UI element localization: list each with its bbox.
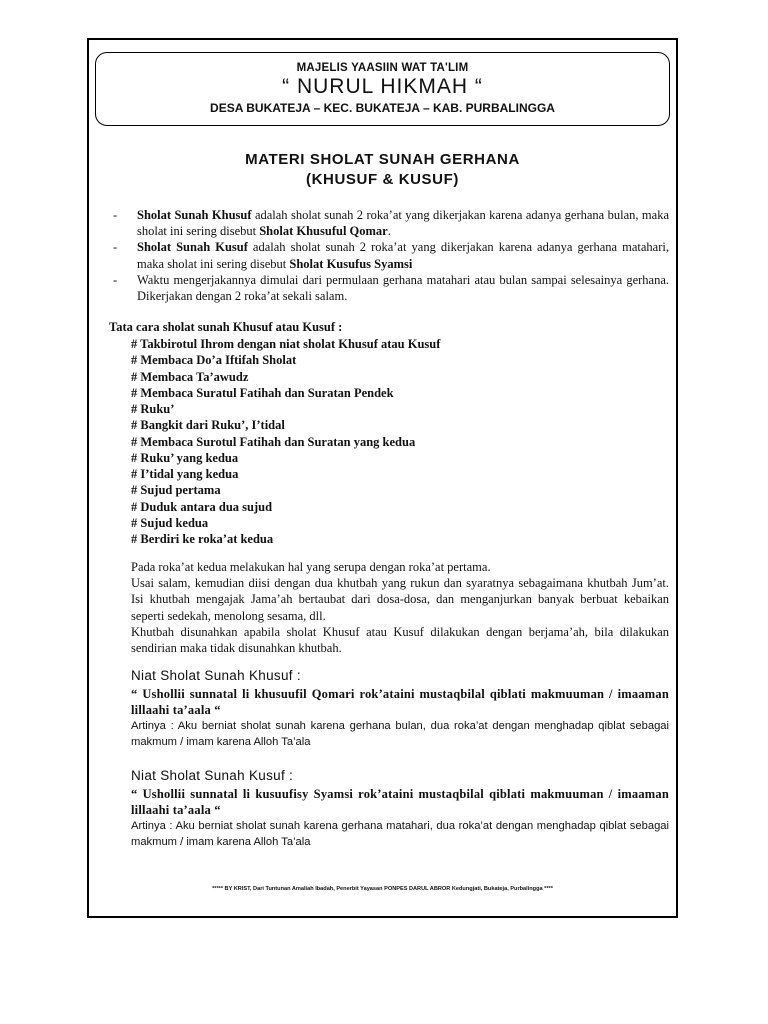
step-item: # Bangkit dari Ruku’, I’tidal: [131, 418, 285, 433]
step-item: # Membaca Ta’awudz: [131, 369, 249, 384]
step-item: # Ruku’: [131, 402, 175, 416]
step-item: # Ruku’ yang kedua: [131, 450, 239, 465]
address-line: DESA BUKATEJA – KEC. BUKATEJA – KAB. PURBALINGGA: [210, 101, 555, 115]
document-title: MATERI SHOLAT SUNAH GERHANA: [245, 151, 520, 168]
list-item: - Sholat Sunah Kusuf adalah sholat sunah 2 roka’at yang dikerjakan karena adanya gerhana matahari, maka sholat ini sering disebut Sholat Kusufus Syamsi: [113, 240, 669, 271]
organization-name: MAJELIS YAASIIN WAT TA'LIM: [296, 62, 469, 74]
niat-khusuf-meaning: Artinya : Aku berniat sholat sunah karena gerhana bulan, dua roka’at dengan menghadap qiblat sebagai makmum / imam karena Alloh Ta’ala: [131, 720, 669, 748]
step-item: # Membaca Suratul Fatihah dan Suratan Pendek: [131, 385, 394, 400]
niat-kusuf-meaning: Artinya : Aku berniat sholat sunah karena gerhana matahari, dua roka’at dengan menghadap qiblat sebagai makmum / imam karena Alloh Ta’ala: [131, 820, 669, 848]
paragraph: Usai salam, kemudian diisi dengan dua khutbah yang rukun dan syaratnya sebagaimana khutbah Jum’at. Isi khutbah mengajak Jama’ah bertaubat dari dosa-dosa, dan menganjurkan banyak berbuat kebaikan seperti sedekah, menolong sesama, dll.: [131, 576, 669, 623]
step-item: # Duduk antara dua sujud: [131, 499, 273, 514]
niat-kusuf-heading: Niat Sholat Sunah Kusuf :: [131, 768, 294, 783]
steps-heading: Tata cara sholat sunah Khusuf atau Kusuf :: [109, 320, 343, 334]
niat-kusuf-section: [131, 768, 669, 850]
niat-khusuf-heading: Niat Sholat Sunah Khusuf :: [131, 668, 301, 683]
niat-khusuf-text: “ Ushollii sunnatal li khusuufil Qomari rok’ataini mustaqbilal qiblati makmuuman / imaaman lillaahi ta’aala “: [131, 687, 669, 717]
document-subtitle: (KHUSUF & KUSUF): [306, 171, 459, 188]
step-item: # Sujud kedua: [131, 515, 209, 530]
step-item: # Berdiri ke roka’at kedua: [131, 532, 274, 546]
niat-khusuf-section: [131, 668, 669, 750]
step-item: # I’tidal yang kedua: [131, 467, 239, 481]
niat-kusuf-text: “ Ushollii sunnatal li kusuufisy Syamsi rok’ataini mustaqbilal qiblati makmuuman / imaaman lillaahi ta’aala “: [131, 787, 669, 817]
step-item: # Membaca Surotul Fatihah dan Suratan yang kedua: [131, 434, 416, 449]
definition-list: [111, 207, 669, 304]
step-item: # Takbirotul Ihrom dengan niat sholat Khusuf atau Kusuf: [131, 337, 441, 351]
step-item: # Sujud pertama: [131, 483, 221, 498]
footer-credit: ***** BY KRIST, Dari Tuntunan Amaliah Ibadah, Penerbit Yayasan PONPES DARUL ABROR Kedungjati, Bukateja, Purbalingga ****: [212, 886, 553, 892]
step-item: # Membaca Do’a Iftifah Sholat: [131, 353, 297, 368]
list-item: - Waktu mengerjakannya dimulai dari permulaan gerhana matahari atau bulan sampai selesainya gerhana. Dikerjakan dengan 2 roka’at sekali salam.: [113, 272, 669, 304]
explanation-paragraphs: [131, 559, 669, 656]
group-name: “ NURUL HIKMAH “: [282, 75, 483, 98]
steps-list: [131, 336, 440, 547]
document-frame: [87, 38, 678, 918]
list-item: - Sholat Sunah Khusuf adalah sholat sunah 2 roka’at yang dikerjakan karena adanya gerhana bulan, maka sholat ini sering disebut Sholat Khusuful Qomar.: [113, 208, 670, 239]
letterhead: [95, 52, 670, 126]
paragraph: Pada roka’at kedua melakukan hal yang serupa dengan roka’at pertama.: [131, 560, 491, 574]
paragraph: Khutbah disunahkan apabila sholat Khusuf atau Kusuf dilakukan dengan berjama’ah, bila dilakukan sendirian maka tidak disunahkan khutbah.: [131, 624, 669, 656]
